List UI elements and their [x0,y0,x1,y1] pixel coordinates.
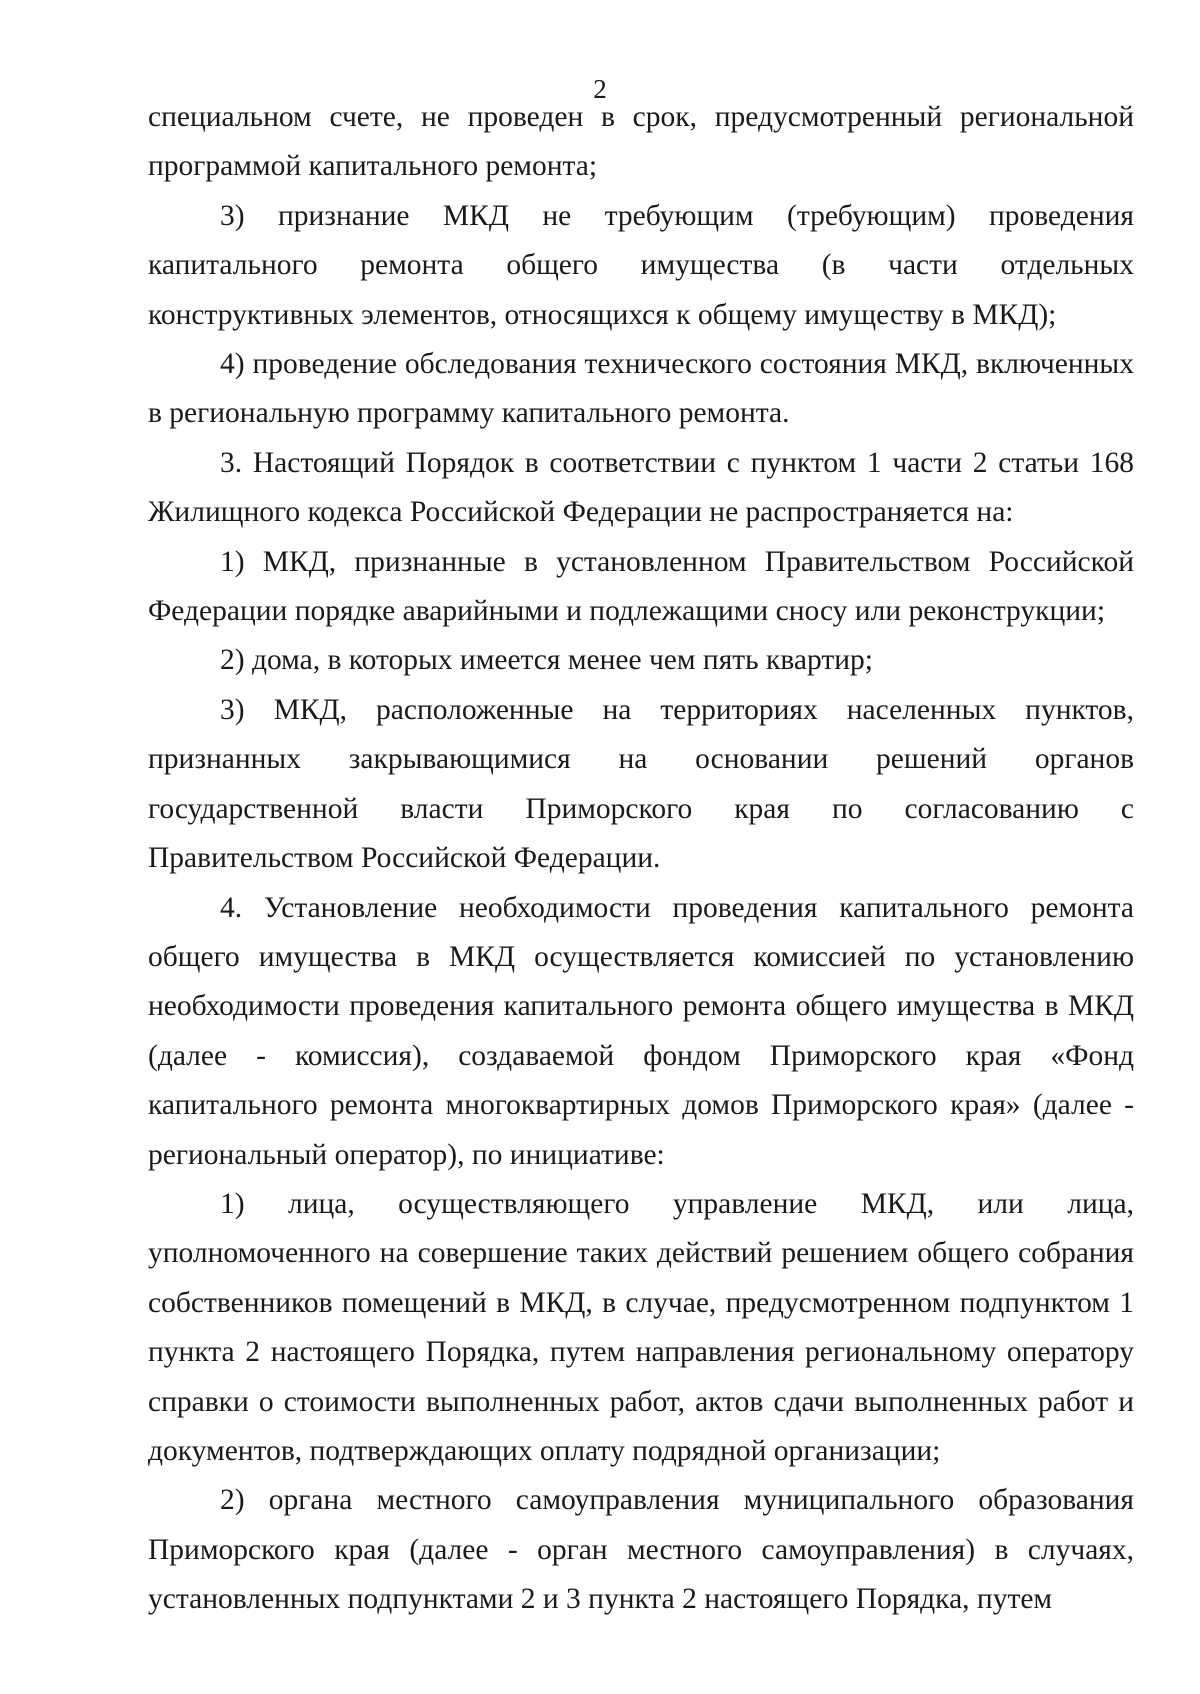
paragraph: 3) МКД, расположенные на территориях населенных пунктов, признанных закрывающимися на основании решений органов государственной власти Приморского края по согласованию с Правительством Российской Федерации. [148,693,1134,875]
paragraph: 2) органа местного самоуправления муниципального образования Приморского края (далее - орган местного самоуправления) в случаях, установленных подпунктами 2 и 3 пункта 2 настоящего Порядка, путем [148,1484,1134,1616]
paragraph: 1) МКД, признанные в установленном Правительством Российской Федерации порядке аварийными и подлежащими сносу или реконструкции; [148,545,1134,628]
paragraph: 3) признание МКД не требующим (требующим) проведения капитального ремонта общего имущества (в части отдельных конструктивных элементов, относящихся к общему имуществу в МКД); [148,199,1134,331]
paragraph: 3. Настоящий Порядок в соответствии с пунктом 1 части 2 статьи 168 Жилищного кодекса Российской Федерации не распространяется на: [148,446,1134,529]
paragraph: специальном счете, не проведен в срок, предусмотренный региональной программой капитального ремонта; [148,101,1134,183]
page-number: 2 [593,74,607,104]
paragraph: 4. Установление необходимости проведения капитального ремонта общего имущества в МКД осуществляется комиссией по установлению необходимости проведения капитального ремонта общего имущества в МКД (далее - комиссия), создаваемой фондом Приморского края «Фонд капитального ремонта многоквартирных домов Приморского края» (далее - региональный оператор), по инициативе: [148,891,1134,1171]
paragraph: 2) дома, в которых имеется менее чем пять квартир; [220,644,873,677]
paragraph: 1) лица, осуществляющего управление МКД, или лица, уполномоченного на совершение таких действий решением общего собрания собственников помещений в МКД, в случае, предусмотренном подпунктом 1 пункта 2 настоящего Порядка, путем направления региональному оператору справки о стоимости выполненных работ, актов сдачи выполненных работ и документов, подтверждающих оплату подрядной организации; [148,1187,1134,1467]
paragraph: 4) проведение обследования технического состояния МКД, включенных в региональную программу капитального ремонта. [148,348,1134,430]
document-body [148,93,1134,1625]
